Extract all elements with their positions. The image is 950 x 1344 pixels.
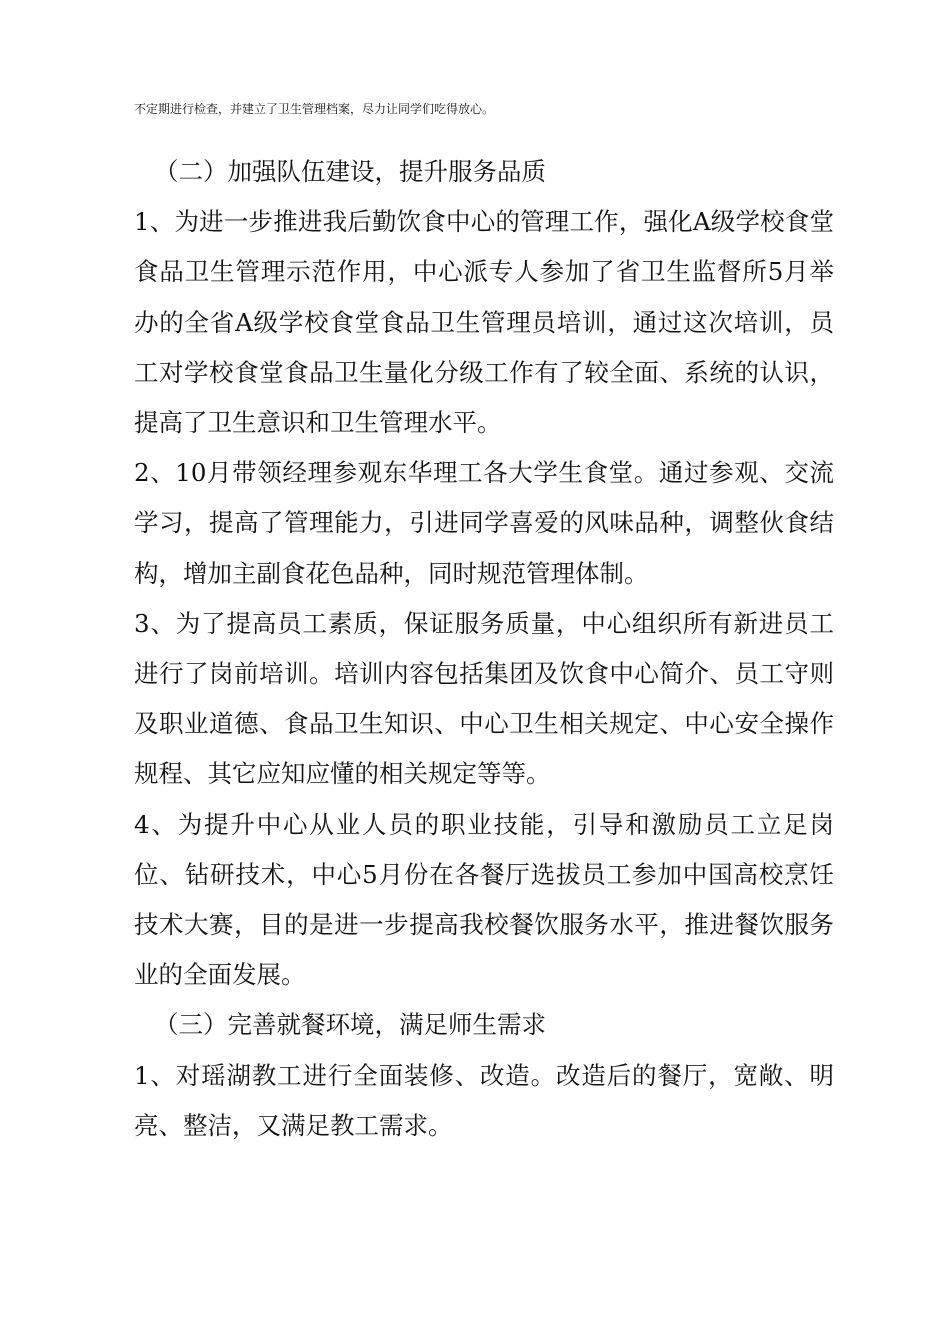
paragraph-3-1: 1、对瑶湖教工进行全面装修、改造。改造后的餐厅，宽敞、明亮、整洁，又满足教工需求。 [134, 1060, 834, 1140]
section-heading-3: （三）完善就餐环境，满足师生需求 [154, 1010, 546, 1040]
paragraph-2-2: 2、10月带领经理参观东华理工各大学生食堂。通过参观、交流学习，提高了管理能力，引进同学喜爱的风味品种，调整伙食结构，增加主副食花色品种，同时规范管理体制。 [134, 458, 834, 588]
document-body [134, 147, 834, 1151]
paragraph-2-4: 4、为提升中心从业人员的职业技能，引导和激励员工立足岗位、钻研技术，中心5月份在各餐厅选拔员工参加中国高校烹饪技术大赛，目的是进一步提高我校餐饮服务水平，推进餐饮服务业的全面发展。 [134, 809, 834, 990]
section-heading-2: （二）加强队伍建设，提升服务品质 [154, 157, 546, 186]
continuation-line: 不定期进行检查，并建立了卫生管理档案，尽力让同学们吃得放心。 [134, 102, 495, 116]
paragraph-2-1: 1、为进一步推进我后勤饮食中心的管理工作，强化A级学校食堂食品卫生管理示范作用，中心派专人参加了省卫生监督所5月举办的全省A级学校食堂食品卫生管理员培训，通过这次培训，员工对学校食堂食品卫生量化分级工作有了较全面、系统的认识，提高了卫生意识和卫生管理水平。 [134, 207, 834, 438]
paragraph-2-3: 3、为了提高员工素质，保证服务质量，中心组织所有新进员工进行了岗前培训。培训内容包括集团及饮食中心简介、员工守则及职业道德、食品卫生知识、中心卫生相关规定、中心安全操作规程、其它应知应懂的相关规定等等。 [134, 608, 834, 789]
